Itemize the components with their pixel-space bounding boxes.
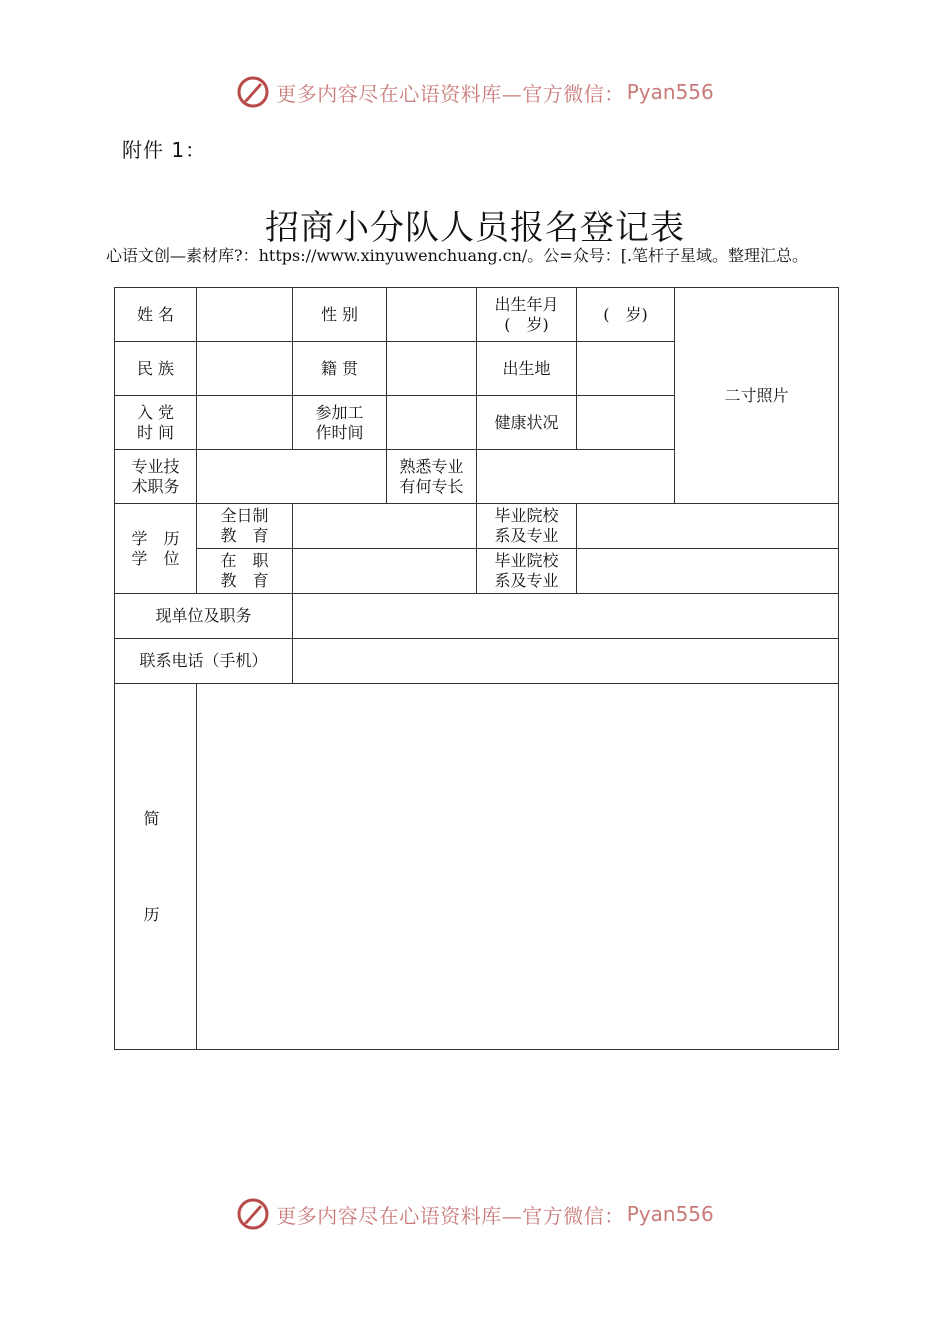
- input-health[interactable]: [577, 396, 675, 450]
- input-inservice-education[interactable]: [293, 549, 477, 594]
- label-party-date: 入 党 时 间: [115, 396, 197, 450]
- label-gender: 性 别: [293, 288, 387, 342]
- label-ethnicity: 民 族: [115, 342, 197, 396]
- label-health: 健康状况: [477, 396, 577, 450]
- label-fulltime-school: 毕业院校 系及专业: [477, 504, 577, 549]
- label-resume: 简 历: [115, 684, 197, 1050]
- input-party-date[interactable]: [197, 396, 293, 450]
- label-inservice-school: 毕业院校 系及专业: [477, 549, 577, 594]
- input-work-start[interactable]: [387, 396, 477, 450]
- banner-text: 更多内容尽在心语资料库—官方微信：: [276, 1203, 625, 1228]
- input-birth-date[interactable]: ( 岁): [577, 288, 675, 342]
- input-resume[interactable]: [197, 684, 839, 1050]
- label-specialty: 熟悉专业 有何专长: [387, 450, 477, 504]
- label-name: 姓 名: [115, 288, 197, 342]
- label-phone: 联系电话（手机）: [115, 639, 293, 684]
- label-birth-date: 出生年月 ( 岁): [477, 288, 577, 342]
- input-ethnicity[interactable]: [197, 342, 293, 396]
- watermark-banner-bottom: [0, 1194, 950, 1234]
- quill-logo-icon: [236, 1197, 270, 1231]
- watermark-banner-top: [0, 72, 950, 112]
- label-native-place: 籍 贯: [293, 342, 387, 396]
- input-gender[interactable]: [387, 288, 477, 342]
- input-specialty[interactable]: [477, 450, 675, 504]
- input-birthplace[interactable]: [577, 342, 675, 396]
- input-inservice-school[interactable]: [577, 549, 839, 594]
- input-current-job[interactable]: [293, 594, 839, 639]
- label-fulltime-education: 全日制 教 育: [197, 504, 293, 549]
- label-current-job: 现单位及职务: [115, 594, 293, 639]
- label-work-start: 参加工 作时间: [293, 396, 387, 450]
- label-inservice-education: 在 职 教 育: [197, 549, 293, 594]
- page-title: 招商小分队人员报名登记表: [265, 208, 685, 248]
- banner-wechat-id: Pyan556: [626, 80, 714, 104]
- registration-form-table: [114, 287, 839, 1050]
- source-note: 心语文创—素材库?：https://www.xinyuwenchuang.cn/。公=众号：[.笔杆子星域。整理汇总。: [106, 246, 809, 265]
- attachment-label: 附件 1：: [122, 138, 207, 162]
- input-name[interactable]: [197, 288, 293, 342]
- input-phone[interactable]: [293, 639, 839, 684]
- label-birthplace: 出生地: [477, 342, 577, 396]
- photo-box[interactable]: 二寸照片: [675, 288, 839, 504]
- input-native-place[interactable]: [387, 342, 477, 396]
- banner-wechat-id: Pyan556: [626, 1202, 714, 1226]
- label-education: 学 历 学 位: [115, 504, 197, 594]
- input-fulltime-school[interactable]: [577, 504, 839, 549]
- quill-logo-icon: [236, 75, 270, 109]
- label-professional-title: 专业技 术职务: [115, 450, 197, 504]
- input-fulltime-education[interactable]: [293, 504, 477, 549]
- input-professional-title[interactable]: [197, 450, 387, 504]
- banner-text: 更多内容尽在心语资料库—官方微信：: [276, 81, 625, 106]
